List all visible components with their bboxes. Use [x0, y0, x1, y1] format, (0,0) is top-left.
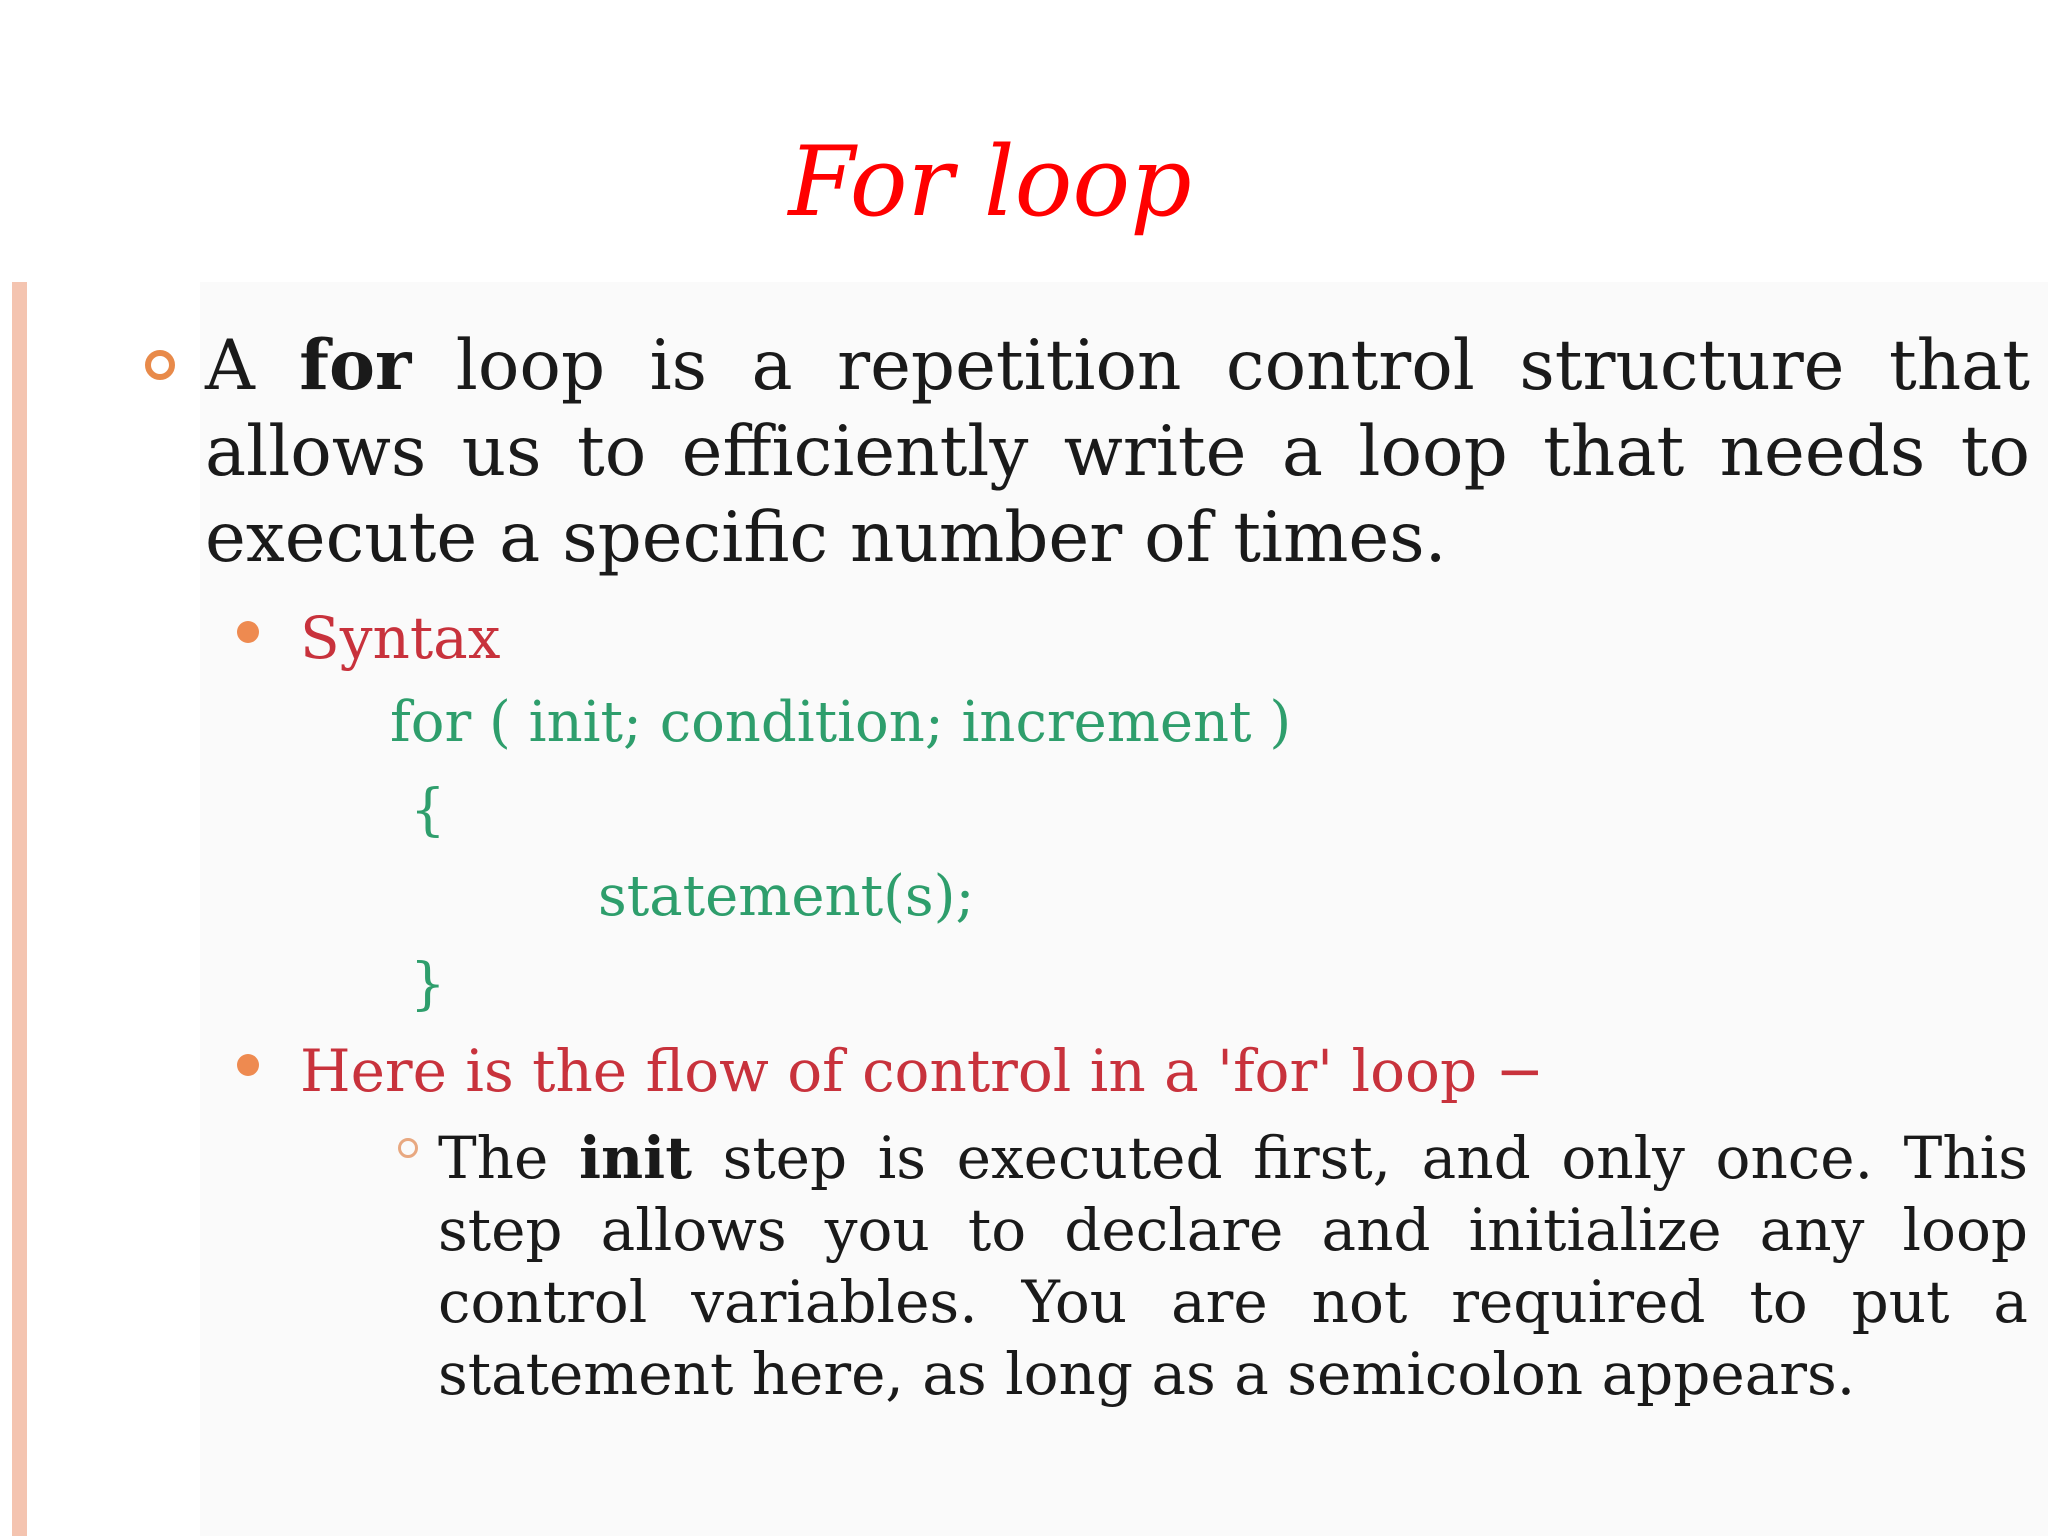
- intro-keyword: for: [299, 325, 412, 406]
- slide-title: For loop: [788, 126, 1192, 238]
- code-open-brace: {: [410, 778, 446, 843]
- intro-prefix: A: [205, 326, 300, 406]
- intro-text: loop is a repetition control structure that allows us to efficiently write a loop that needs to execute a specific number of times.: [205, 326, 2030, 578]
- code-close-brace: }: [410, 952, 446, 1017]
- left-accent-bar: [12, 282, 27, 1536]
- init-keyword: init: [578, 1124, 692, 1192]
- syntax-label: Syntax: [300, 604, 501, 672]
- intro-paragraph: [205, 323, 2030, 581]
- dot-bullet-icon: [237, 1054, 259, 1076]
- init-prefix: The: [438, 1124, 579, 1192]
- code-statement: statement(s);: [598, 864, 975, 929]
- init-text: step is executed first, and only once. This step allows you to declare and initialize any loop control variables. You are not required to put a statement here, as long as a semicolon appears.: [438, 1124, 2028, 1408]
- small-ring-bullet-icon: [398, 1138, 418, 1158]
- flow-label: Here is the flow of control in a 'for' loop −: [300, 1037, 1545, 1105]
- dot-bullet-icon: [237, 621, 259, 643]
- code-for-header: for ( init; condition; increment ): [390, 690, 1292, 755]
- init-step-paragraph: [438, 1122, 2028, 1410]
- ring-bullet-icon: [145, 350, 175, 380]
